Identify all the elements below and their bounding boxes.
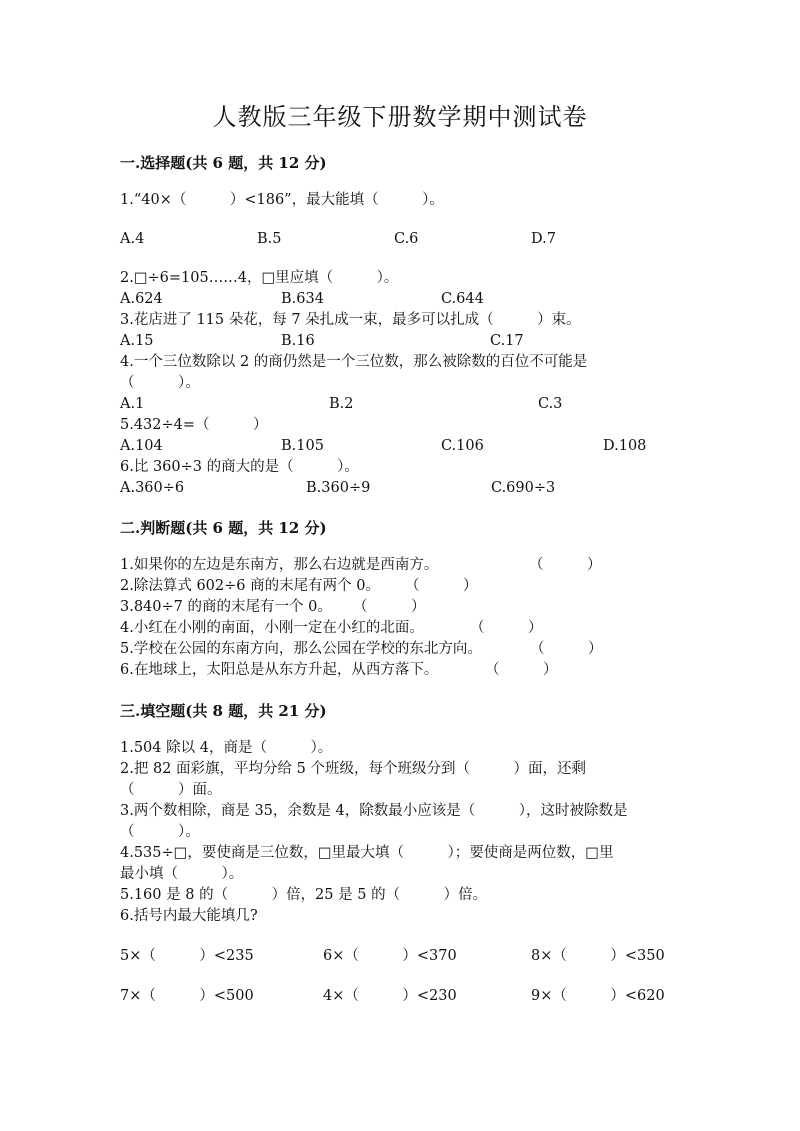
fill-line: 4.535÷□，要使商是三位数，□里最大填（ ）；要使商是两位数，□里 — [120, 845, 614, 861]
fill-line: （ ）。 — [120, 824, 200, 840]
inequality-item: 6×（ ）<370 — [323, 948, 457, 964]
inequality-item: 7×（ ）<500 — [120, 988, 254, 1004]
fill-line: （ ）面。 — [120, 782, 222, 798]
option-b: B.16 — [281, 333, 315, 349]
inequality-item: 4×（ ）<230 — [323, 988, 457, 1004]
option-d: D.7 — [531, 231, 556, 247]
option-b: B.634 — [281, 291, 324, 307]
option-c: C.17 — [490, 333, 524, 349]
section-heading-fill: 三.填空题(共 8 题，共 21 分) — [120, 702, 327, 720]
option-d: D.108 — [603, 438, 647, 454]
answer-bracket: （ ） — [485, 662, 558, 678]
inequality-item: 9×（ ）<620 — [531, 988, 665, 1004]
option-c: C.690÷3 — [491, 480, 556, 496]
option-b: B.2 — [329, 396, 354, 412]
judge-item: 5.学校在公园的东南方向，那么公园在学校的东北方向。 — [120, 641, 482, 657]
page-title: 人教版三年级下册数学期中测试卷 — [212, 103, 588, 131]
option-a: A.104 — [120, 438, 163, 454]
answer-bracket: （ ） — [353, 599, 426, 615]
option-c: C.6 — [394, 231, 419, 247]
option-a: A.360÷6 — [120, 480, 185, 496]
section-heading-choice: 一.选择题(共 6 题，共 12 分) — [120, 154, 327, 172]
option-b: B.105 — [281, 438, 324, 454]
fill-line: 最小填（ ）。 — [120, 866, 244, 882]
judge-item: 2.除法算式 602÷6 商的末尾有两个 0。 — [120, 578, 380, 594]
question-text: 6.比 360÷3 的商大的是（ ）。 — [120, 459, 359, 475]
fill-line: 6.括号内最大能填几? — [120, 908, 258, 924]
option-a: A.4 — [120, 231, 145, 247]
option-c: C.644 — [441, 291, 484, 307]
option-c: C.106 — [441, 438, 484, 454]
inequality-item: 8×（ ）<350 — [531, 948, 665, 964]
answer-bracket: （ ） — [529, 557, 602, 573]
fill-line: 2.把 82 面彩旗，平均分给 5 个班级，每个班级分到（ ）面，还剩 — [120, 761, 586, 777]
question-text: 4.一个三位数除以 2 的商仍然是一个三位数，那么被除数的百位不可能是 — [120, 354, 588, 370]
option-c: C.3 — [538, 396, 563, 412]
answer-bracket: （ ） — [405, 578, 478, 594]
answer-bracket: （ ） — [470, 620, 543, 636]
question-text-cont: （ ）。 — [120, 375, 200, 391]
judge-item: 6.在地球上，太阳总是从东方升起，从西方落下。 — [120, 662, 439, 678]
question-text: 2.□÷6=105……4，□里应填（ ）。 — [120, 270, 399, 286]
answer-bracket: （ ） — [530, 641, 603, 657]
option-a: A.15 — [120, 333, 154, 349]
inequality-item: 5×（ ）<235 — [120, 948, 254, 964]
option-b: B.5 — [257, 231, 282, 247]
judge-item: 1.如果你的左边是东南方，那么右边就是西南方。 — [120, 557, 439, 573]
fill-line: 3.两个数相除，商是 35，余数是 4，除数最小应该是（ ），这时被除数是 — [120, 803, 628, 819]
judge-item: 3.840÷7 的商的末尾有一个 0。 — [120, 599, 332, 615]
fill-line: 5.160 是 8 的（ ）倍，25 是 5 的（ ）倍。 — [120, 887, 488, 903]
fill-line: 1.504 除以 4，商是（ ）。 — [120, 740, 333, 756]
option-a: A.624 — [120, 291, 163, 307]
option-b: B.360÷9 — [306, 480, 371, 496]
section-heading-judge: 二.判断题(共 6 题，共 12 分) — [120, 519, 327, 537]
judge-item: 4.小红在小刚的南面，小刚一定在小红的北面。 — [120, 620, 424, 636]
option-a: A.1 — [120, 396, 145, 412]
question-text: 1.“40×（ ）<186”，最大能填（ ）。 — [120, 192, 444, 208]
question-text: 5.432÷4=（ ） — [120, 417, 268, 433]
question-text: 3.花店进了 115 朵花，每 7 朵扎成一束，最多可以扎成（ ）束。 — [120, 312, 581, 328]
